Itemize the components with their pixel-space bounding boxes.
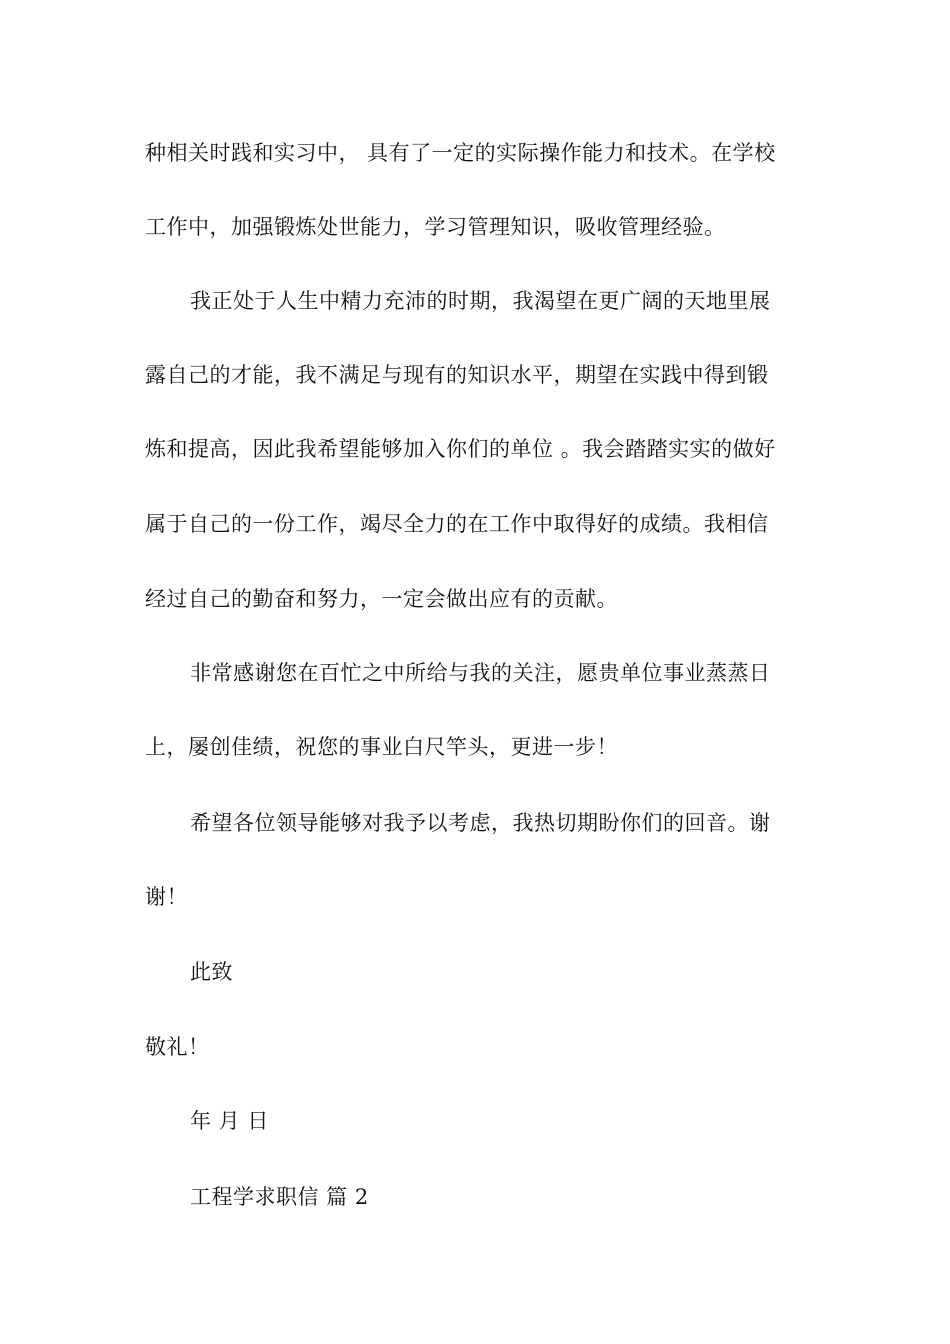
closing-salutation: 此致: [190, 960, 233, 984]
closing-regards: 敬礼！: [145, 1035, 210, 1059]
paragraph-start-line: 我正处于人生中精力充沛的时期，我渴望在更广阔的天地里展: [190, 289, 771, 313]
text-line: 属于自己的一份工作，竭尽全力的在工作中取得好的成绩。我相信: [145, 512, 769, 536]
text-line: 种相关时践和实习中， 具有了一定的实际操作能力和技术。在学校: [145, 141, 776, 165]
text-line: 上，屡创佳绩，祝您的事业白尺竿头，更进一步！: [145, 735, 618, 759]
section-heading: 工程学求职信 篇 2: [190, 1185, 369, 1209]
text-line: 经过自己的勤奋和努力，一定会做出应有的贡献。: [145, 587, 618, 611]
text-line: 炼和提高，因此我希望能够加入你们的单位 。我会踏踏实实的做好: [145, 437, 776, 461]
paragraph-start-line: 非常感谢您在百忙之中所给与我的关注，愿贵单位事业蒸蒸日: [190, 661, 771, 685]
paragraph-start-line: 希望各位领导能够对我予以考虑，我热切期盼你们的回音。谢: [190, 811, 771, 835]
text-line: 露自己的才能，我不满足与现有的知识水平，期望在实践中得到锻: [145, 363, 769, 387]
date-line: 年 月 日: [190, 1109, 269, 1133]
text-line: 工作中，加强锻炼处世能力，学习管理知识，吸收管理经验。: [145, 215, 726, 239]
text-line: 谢！: [145, 885, 188, 909]
